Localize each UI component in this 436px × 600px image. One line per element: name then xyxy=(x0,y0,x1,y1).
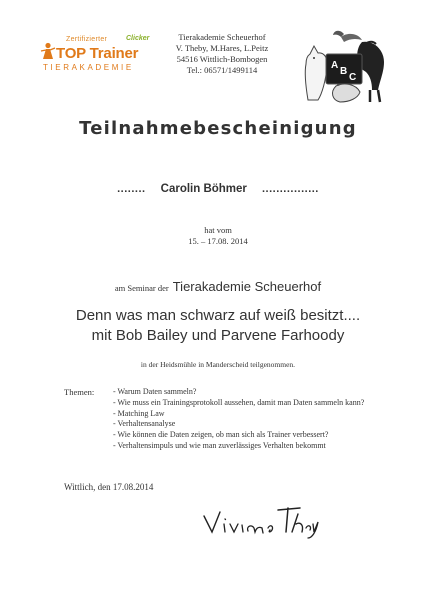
logo-clicker-text: Clicker xyxy=(126,35,150,42)
address-line: Tel.: 06571/1499114 xyxy=(186,65,258,75)
top-trainer-logo xyxy=(40,36,170,80)
theme-item: - Wie muss ein Trainingsprotokoll aussehen, damit man Daten sammeln kann? xyxy=(113,397,365,407)
certificate-title: Teilnahmebescheinigung xyxy=(79,118,357,139)
logo-certified-text: Zertifizierter xyxy=(66,36,108,43)
period-dates: 15. – 17.08. 2014 xyxy=(188,236,248,246)
place-date: Wittlich, den 17.08.2014 xyxy=(64,482,154,492)
theme-item: - Verhaltensanalyse xyxy=(113,419,176,429)
board-letter-a: A xyxy=(331,60,339,71)
headline-line-2: mit Bob Bailey und Parvene Farhoody xyxy=(91,327,345,344)
board-letter-b: B xyxy=(340,66,348,77)
seminar-headline xyxy=(0,306,436,346)
participant-name: Carolin Böhmer xyxy=(160,183,247,195)
dots-right: ................ xyxy=(261,183,319,195)
seminar-line xyxy=(0,278,436,296)
address-line: 54516 Wittlich-Bombogen xyxy=(176,54,268,64)
themes-label: Themen: xyxy=(64,387,95,397)
sender-address xyxy=(162,32,282,76)
theme-item: - Wie können die Daten zeigen, ob man sich als Trainer verbessert? xyxy=(113,430,329,440)
location-note: in der Heidsmühle in Manderscheid teilgenommen. xyxy=(140,360,296,369)
participant-line xyxy=(0,183,436,195)
address-line: V. Theby, M.Hares, L.Peitz xyxy=(175,43,269,53)
theme-item: - Matching Law xyxy=(113,408,165,418)
themes-list xyxy=(113,387,364,452)
dots-left: ........ xyxy=(117,183,146,195)
seminar-prefix: am Seminar der xyxy=(114,283,169,293)
headline-line-1: Denn was man schwarz auf weiß besitzt.... xyxy=(75,307,361,324)
address-line: Tierakademie Scheuerhof xyxy=(178,32,266,42)
logo-main-text: TOP Trainer xyxy=(56,45,139,62)
handwritten-signature xyxy=(200,502,320,540)
seminar-period xyxy=(0,225,436,247)
animals-abc-illustration xyxy=(300,28,390,106)
theme-item: - Warum Daten sammeln? xyxy=(113,387,197,396)
logo-sub-text: TIERAKADEMIE xyxy=(43,63,134,72)
seminar-org: Tierakademie Scheuerhof xyxy=(172,279,322,294)
board-letter-c: C xyxy=(349,72,357,83)
trainer-figure-icon xyxy=(40,42,56,60)
theme-item: - Verhaltensimpuls und wie man zuverlässiges Verhalten bekommt xyxy=(113,440,326,450)
period-label: hat vom xyxy=(204,225,232,235)
